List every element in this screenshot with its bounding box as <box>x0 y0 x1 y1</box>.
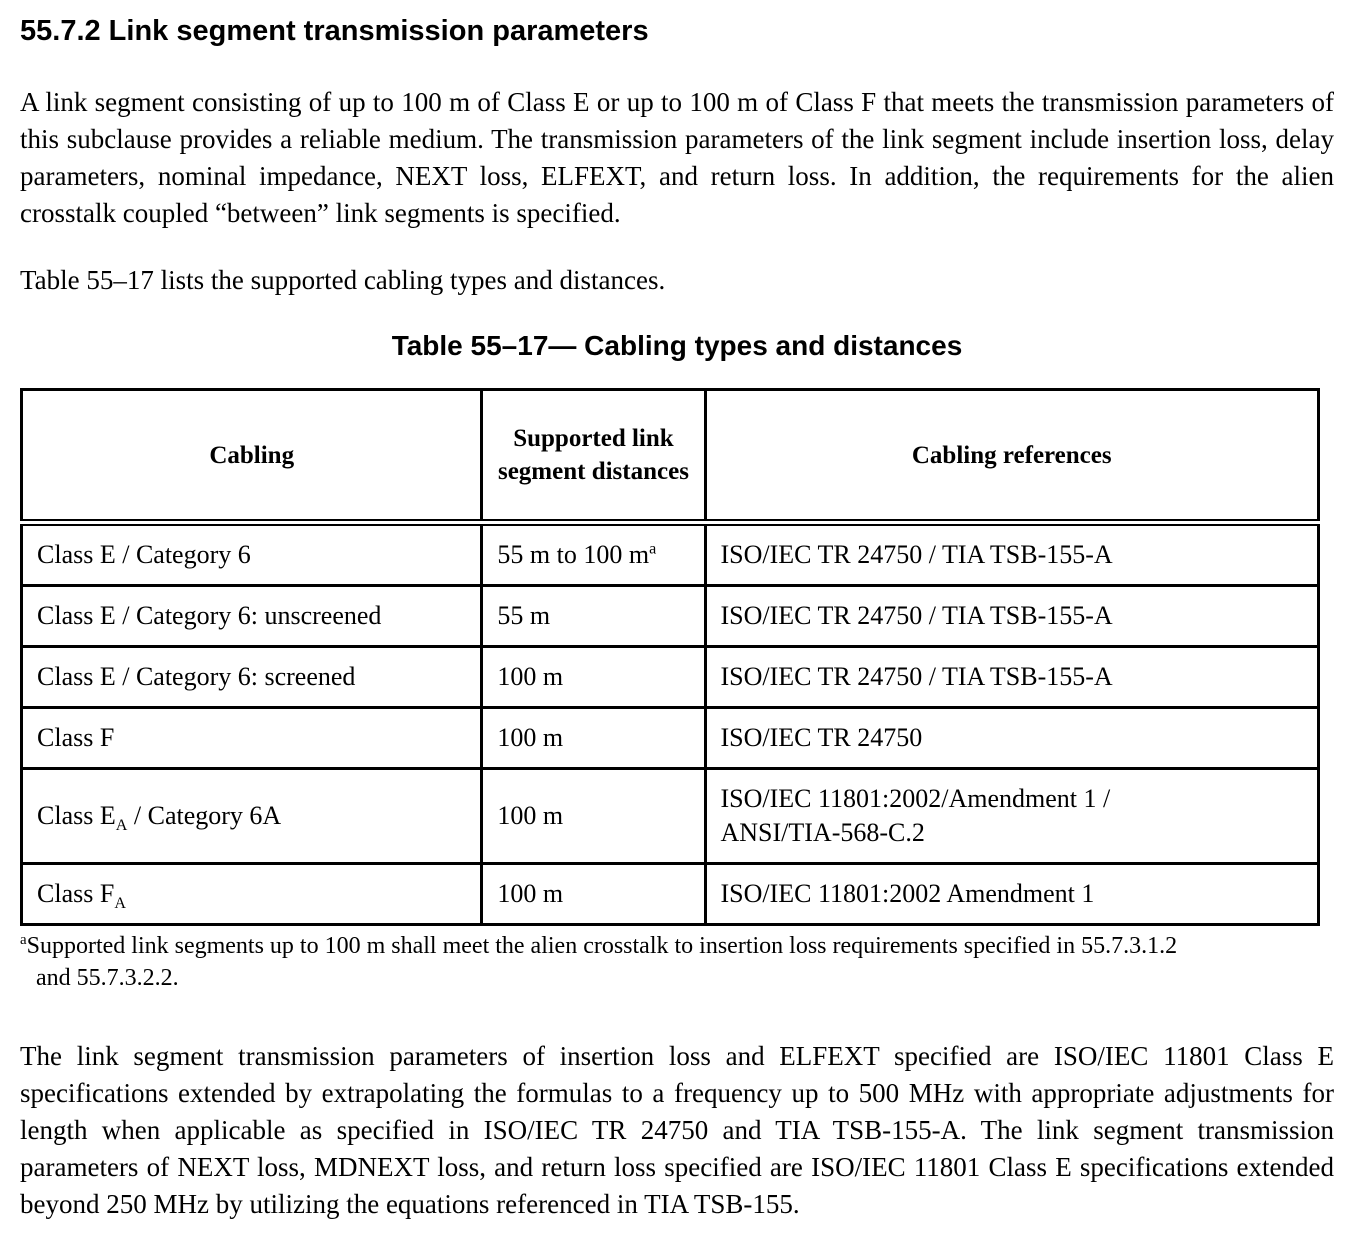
cell-distance: 55 m <box>482 586 705 647</box>
spacer <box>20 994 1334 1038</box>
cell-cabling: Class E / Category 6: screened <box>22 647 482 708</box>
table-footnote: $^a$Supported link segments up to 100 m shall meet the alien crosstalk to insertion loss requirements specified in 55.7.3.1.2 and 55.7.3.2.2. <box>20 932 1178 991</box>
cell-cabling: Class E / Category 6 <box>22 523 482 586</box>
cell-reference: ISO/IEC TR 24750 / TIA TSB-155-A <box>705 523 1319 586</box>
table-row <box>22 523 1319 586</box>
cell-cabling: Class E / Category 6: unscreened <box>22 586 482 647</box>
column-header-references: Cabling references <box>705 390 1319 523</box>
paragraph-table-lead: Table 55–17 lists the supported cabling types and distances. <box>20 265 666 295</box>
paragraph-closing: The link segment transmission parameters of insertion loss and ELFEXT specified are ISO/IEC 11801 Class E specifications extended by extrapolating the formulas to a frequency up to 500 MHz with appropriate adjustments for length when applicable as specified in ISO/IEC TR 24750 and TIA TSB-155-A. The link segment transmission parameters of NEXT loss, MDNEXT loss, and return loss specified are ISO/IEC 11801 Class E specifications extended beyond 250 MHz by utilizing the equations referenced in TIA TSB-155. <box>20 1041 1334 1219</box>
column-header-cabling: Cabling <box>22 390 482 523</box>
table-row <box>22 864 1319 925</box>
cabling-table <box>20 388 1320 926</box>
cell-cabling: Class $E_A$ / Category 6A <box>22 769 482 864</box>
cell-reference: ISO/IEC TR 24750 / TIA TSB-155-A <box>705 586 1319 647</box>
table-row <box>22 647 1319 708</box>
section-heading: 55.7.2 Link segment transmission parameters <box>20 15 649 47</box>
cell-reference: ISO/IEC 11801:2002 Amendment 1 <box>705 864 1319 925</box>
cell-cabling: Class $F_A$ <box>22 864 482 925</box>
cell-reference: ISO/IEC 11801:2002/Amendment 1 / ANSI/TIA-568-C.2 <box>705 769 1319 864</box>
table-row <box>22 708 1319 769</box>
table-header-row <box>22 390 1319 523</box>
cell-distance: 100 m <box>482 864 705 925</box>
cell-reference: ISO/IEC TR 24750 <box>705 708 1319 769</box>
table-title: Table 55–17— Cabling types and distances <box>391 330 963 361</box>
paragraph-intro: A link segment consisting of up to 100 m of Class E or up to 100 m of Class F that meets the transmission parameters of this subclause provides a reliable medium. The transmission parameters of the link segment include insertion loss, delay parameters, nominal impedance, NEXT loss, ELFEXT, and return loss. In addition, the requirements for the alien crosstalk coupled “between” link segments is specified. <box>20 87 1334 228</box>
cell-distance: 100 m <box>482 647 705 708</box>
cell-distance: 100 m <box>482 708 705 769</box>
cell-distance: 55 m to 100 $m^a$ <box>482 523 705 586</box>
cell-distance: 100 m <box>482 769 705 864</box>
table-row <box>22 769 1319 864</box>
cell-reference: ISO/IEC TR 24750 / TIA TSB-155-A <box>705 647 1319 708</box>
table-row <box>22 586 1319 647</box>
cell-cabling: Class F <box>22 708 482 769</box>
column-header-distances: Supported link segment distances <box>482 390 705 523</box>
